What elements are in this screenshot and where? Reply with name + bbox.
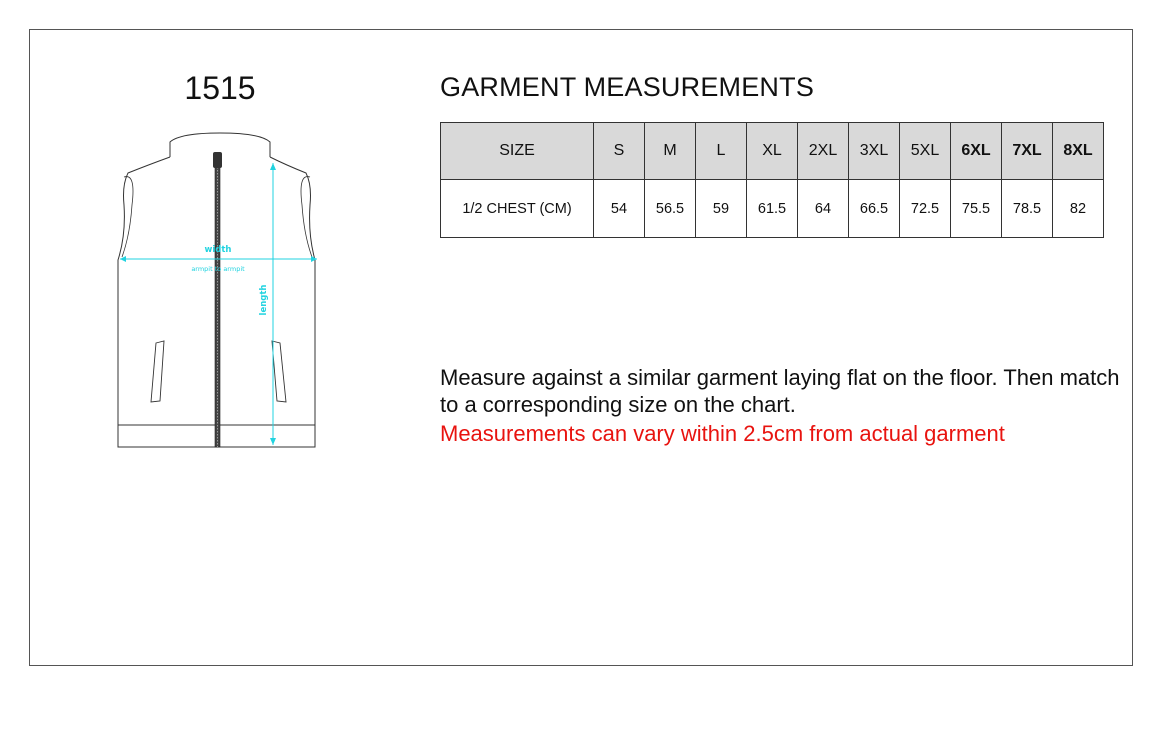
size-cell-8xl: 8XL (1053, 123, 1104, 180)
size-cell-l: L (696, 123, 747, 180)
chest-value-s: 54 (594, 180, 645, 238)
chest-value-6xl: 75.5 (951, 180, 1002, 238)
size-cell-5xl: 5XL (900, 123, 951, 180)
chest-row (441, 180, 1104, 238)
width-label: width (204, 245, 232, 255)
size-cell-xl: XL (747, 123, 798, 180)
size-cell-7xl: 7XL (1002, 123, 1053, 180)
size-chart-table (440, 122, 1104, 238)
chest-value-5xl: 72.5 (900, 180, 951, 238)
measure-instruction: Measure against a similar garment laying flat on the floor. Then match to a corresponding size on the chart. (440, 365, 1120, 417)
product-code: 1515 (184, 70, 256, 106)
chest-value-7xl: 78.5 (1002, 180, 1053, 238)
armpit-label: armpit to armpit (191, 265, 245, 273)
vest-zipper (215, 155, 220, 447)
measure-warning: Measurements can vary within 2.5cm from actual garment (440, 421, 1005, 446)
size-cell-6xl: 6XL (951, 123, 1002, 180)
size-header-row (441, 123, 1104, 180)
chest-value-xl: 61.5 (747, 180, 798, 238)
size-row-header: SIZE (441, 123, 594, 180)
length-label: length (259, 284, 269, 316)
chest-row-label: 1/2 CHEST (CM) (441, 180, 594, 238)
vest-illustration (110, 125, 330, 455)
chest-value-8xl: 82 (1053, 180, 1104, 238)
chest-value-2xl: 64 (798, 180, 849, 238)
size-cell-3xl: 3XL (849, 123, 900, 180)
measurements-title: GARMENT MEASUREMENTS (440, 72, 815, 102)
size-cell-s: S (594, 123, 645, 180)
chest-value-3xl: 66.5 (849, 180, 900, 238)
size-cell-m: M (645, 123, 696, 180)
chest-value-l: 59 (696, 180, 747, 238)
chest-value-m: 56.5 (645, 180, 696, 238)
size-cell-2xl: 2XL (798, 123, 849, 180)
